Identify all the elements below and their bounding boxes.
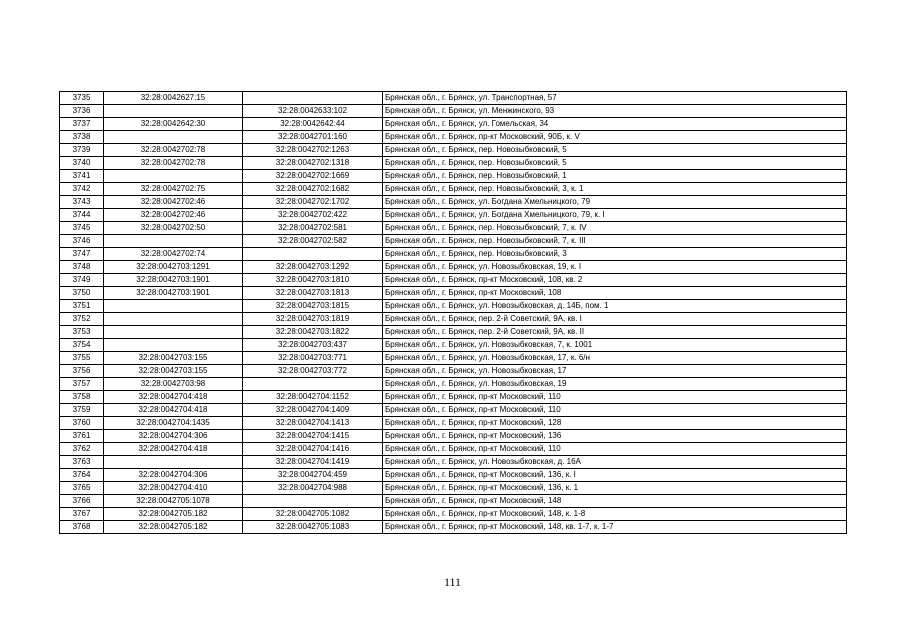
- table-row: [60, 235, 847, 248]
- row-number-cell: 3767: [60, 508, 104, 521]
- row-number-cell: 3768: [60, 521, 104, 534]
- address-cell: Брянская обл., г. Брянск, пр-кт Московский, 128: [383, 417, 847, 430]
- object-cadastral-number-cell: 32:28:0042704:1413: [243, 417, 383, 430]
- row-number-cell: 3760: [60, 417, 104, 430]
- land-cadastral-number-cell: 32:28:0042703:98: [104, 378, 243, 391]
- address-cell: Брянская обл., г. Брянск, пр-кт Московский, 110: [383, 404, 847, 417]
- table-row: [60, 144, 847, 157]
- row-number-cell: 3754: [60, 339, 104, 352]
- row-number-cell: 3736: [60, 105, 104, 118]
- address-cell: Брянская обл., г. Брянск, ул. Новозыбковская, д. 14Б, пом. 1: [383, 300, 847, 313]
- row-number-cell: 3752: [60, 313, 104, 326]
- land-cadastral-number-cell: 32:28:0042702:75: [104, 183, 243, 196]
- land-cadastral-number-cell: 32:28:0042703:1901: [104, 274, 243, 287]
- land-cadastral-number-cell: [104, 326, 243, 339]
- object-cadastral-number-cell: 32:28:0042702:422: [243, 209, 383, 222]
- land-cadastral-number-cell: 32:28:0042704:410: [104, 482, 243, 495]
- land-cadastral-number-cell: 32:28:0042705:182: [104, 508, 243, 521]
- object-cadastral-number-cell: 32:28:0042633:102: [243, 105, 383, 118]
- row-number-cell: 3735: [60, 92, 104, 105]
- object-cadastral-number-cell: 32:28:0042702:581: [243, 222, 383, 235]
- table-row: [60, 443, 847, 456]
- land-cadastral-number-cell: [104, 300, 243, 313]
- object-cadastral-number-cell: 32:28:0042704:1416: [243, 443, 383, 456]
- address-cell: Брянская обл., г. Брянск, ул. Богдана Хмельницкого, 79, к. I: [383, 209, 847, 222]
- land-cadastral-number-cell: 32:28:0042703:1291: [104, 261, 243, 274]
- object-cadastral-number-cell: 32:28:0042702:1318: [243, 157, 383, 170]
- land-cadastral-number-cell: 32:28:0042702:78: [104, 144, 243, 157]
- object-cadastral-number-cell: 32:28:0042703:772: [243, 365, 383, 378]
- object-cadastral-number-cell: 32:28:0042701:160: [243, 131, 383, 144]
- object-cadastral-number-cell: 32:28:0042705:1083: [243, 521, 383, 534]
- row-number-cell: 3749: [60, 274, 104, 287]
- address-cell: Брянская обл., г. Брянск, пр-кт Московский, 148: [383, 495, 847, 508]
- object-cadastral-number-cell: 32:28:0042703:1292: [243, 261, 383, 274]
- row-number-cell: 3741: [60, 170, 104, 183]
- land-cadastral-number-cell: 32:28:0042704:1435: [104, 417, 243, 430]
- address-cell: Брянская обл., г. Брянск, пер. Новозыбковский, 5: [383, 157, 847, 170]
- object-cadastral-number-cell: 32:28:0042704:1419: [243, 456, 383, 469]
- land-cadastral-number-cell: 32:28:0042702:46: [104, 209, 243, 222]
- registry-table-body: [60, 92, 847, 534]
- row-number-cell: 3745: [60, 222, 104, 235]
- land-cadastral-number-cell: 32:28:0042702:46: [104, 196, 243, 209]
- row-number-cell: 3756: [60, 365, 104, 378]
- table-row: [60, 300, 847, 313]
- table-row: [60, 378, 847, 391]
- object-cadastral-number-cell: 32:28:0042703:1822: [243, 326, 383, 339]
- object-cadastral-number-cell: 32:28:0042702:582: [243, 235, 383, 248]
- land-cadastral-number-cell: 32:28:0042702:74: [104, 248, 243, 261]
- object-cadastral-number-cell: 32:28:0042702:1263: [243, 144, 383, 157]
- land-cadastral-number-cell: 32:28:0042704:418: [104, 391, 243, 404]
- address-cell: Брянская обл., г. Брянск, пр-кт Московский, 90Б, к. V: [383, 131, 847, 144]
- table-row: [60, 248, 847, 261]
- row-number-cell: 3737: [60, 118, 104, 131]
- land-cadastral-number-cell: [104, 235, 243, 248]
- object-cadastral-number-cell: 32:28:0042704:459: [243, 469, 383, 482]
- address-cell: Брянская обл., г. Брянск, ул. Новозыбковская, 19: [383, 378, 847, 391]
- table-row: [60, 352, 847, 365]
- table-row: [60, 170, 847, 183]
- address-cell: Брянская обл., г. Брянск, пер. Новозыбковский, 1: [383, 170, 847, 183]
- land-cadastral-number-cell: 32:28:0042702:78: [104, 157, 243, 170]
- table-row: [60, 157, 847, 170]
- object-cadastral-number-cell: 32:28:0042642:44: [243, 118, 383, 131]
- table-row: [60, 274, 847, 287]
- table-row: [60, 469, 847, 482]
- address-cell: Брянская обл., г. Брянск, пер. 2-й Советский, 9А, кв. I: [383, 313, 847, 326]
- table-row: [60, 196, 847, 209]
- object-cadastral-number-cell: 32:28:0042703:1819: [243, 313, 383, 326]
- land-cadastral-number-cell: 32:28:0042642:30: [104, 118, 243, 131]
- land-cadastral-number-cell: [104, 105, 243, 118]
- address-cell: Брянская обл., г. Брянск, пр-кт Московский, 148, кв. 1-7, к. 1-7: [383, 521, 847, 534]
- object-cadastral-number-cell: 32:28:0042703:437: [243, 339, 383, 352]
- address-cell: Брянская обл., г. Брянск, пер. Новозыбковский, 7, к. III: [383, 235, 847, 248]
- land-cadastral-number-cell: 32:28:0042703:155: [104, 352, 243, 365]
- row-number-cell: 3751: [60, 300, 104, 313]
- table-row: [60, 339, 847, 352]
- address-cell: Брянская обл., г. Брянск, пр-кт Московский, 136, к. 1: [383, 482, 847, 495]
- object-cadastral-number-cell: 32:28:0042703:1810: [243, 274, 383, 287]
- table-row: [60, 482, 847, 495]
- table-row: [60, 456, 847, 469]
- address-cell: Брянская обл., г. Брянск, ул. Новозыбковская, 19, к. I: [383, 261, 847, 274]
- table-row: [60, 521, 847, 534]
- row-number-cell: 3744: [60, 209, 104, 222]
- table-row: [60, 365, 847, 378]
- address-cell: Брянская обл., г. Брянск, пер. Новозыбковский, 5: [383, 144, 847, 157]
- row-number-cell: 3766: [60, 495, 104, 508]
- address-cell: Брянская обл., г. Брянск, ул. Новозыбковская, 7, к. 1001: [383, 339, 847, 352]
- land-cadastral-number-cell: 32:28:0042702:50: [104, 222, 243, 235]
- address-cell: Брянская обл., г. Брянск, пр-кт Московский, 108: [383, 287, 847, 300]
- row-number-cell: 3750: [60, 287, 104, 300]
- row-number-cell: 3753: [60, 326, 104, 339]
- land-cadastral-number-cell: 32:28:0042705:1078: [104, 495, 243, 508]
- address-cell: Брянская обл., г. Брянск, ул. Новозыбковская, 17, к. 6/н: [383, 352, 847, 365]
- address-cell: Брянская обл., г. Брянск, ул. Новозыбковская, 17: [383, 365, 847, 378]
- address-cell: Брянская обл., г. Брянск, пер. Новозыбковский, 3: [383, 248, 847, 261]
- address-cell: Брянская обл., г. Брянск, ул. Гомельская, 34: [383, 118, 847, 131]
- land-cadastral-number-cell: 32:28:0042703:1901: [104, 287, 243, 300]
- object-cadastral-number-cell: 32:28:0042702:1682: [243, 183, 383, 196]
- address-cell: Брянская обл., г. Брянск, ул. Менжинского, 93: [383, 105, 847, 118]
- land-cadastral-number-cell: 32:28:0042704:418: [104, 443, 243, 456]
- object-cadastral-number-cell: 32:28:0042703:771: [243, 352, 383, 365]
- row-number-cell: 3738: [60, 131, 104, 144]
- table-row: [60, 391, 847, 404]
- table-row: [60, 313, 847, 326]
- land-cadastral-number-cell: [104, 170, 243, 183]
- row-number-cell: 3757: [60, 378, 104, 391]
- object-cadastral-number-cell: 32:28:0042704:1409: [243, 404, 383, 417]
- address-cell: Брянская обл., г. Брянск, ул. Богдана Хмельницкого, 79: [383, 196, 847, 209]
- land-cadastral-number-cell: [104, 456, 243, 469]
- object-cadastral-number-cell: 32:28:0042702:1669: [243, 170, 383, 183]
- object-cadastral-number-cell: [243, 248, 383, 261]
- row-number-cell: 3748: [60, 261, 104, 274]
- table-row: [60, 261, 847, 274]
- table-row: [60, 183, 847, 196]
- land-cadastral-number-cell: 32:28:0042704:418: [104, 404, 243, 417]
- address-cell: Брянская обл., г. Брянск, ул. Транспортная, 57: [383, 92, 847, 105]
- address-cell: Брянская обл., г. Брянск, пр-кт Московский, 148, к. 1-8: [383, 508, 847, 521]
- object-cadastral-number-cell: 32:28:0042704:1415: [243, 430, 383, 443]
- row-number-cell: 3759: [60, 404, 104, 417]
- object-cadastral-number-cell: [243, 92, 383, 105]
- object-cadastral-number-cell: 32:28:0042704:1152: [243, 391, 383, 404]
- table-row: [60, 222, 847, 235]
- address-cell: Брянская обл., г. Брянск, пр-кт Московский, 108, кв. 2: [383, 274, 847, 287]
- table-row: [60, 508, 847, 521]
- object-cadastral-number-cell: 32:28:0042704:988: [243, 482, 383, 495]
- address-cell: Брянская обл., г. Брянск, пр-кт Московский, 110: [383, 443, 847, 456]
- table-row: [60, 417, 847, 430]
- table-row: [60, 92, 847, 105]
- object-cadastral-number-cell: 32:28:0042705:1082: [243, 508, 383, 521]
- address-cell: Брянская обл., г. Брянск, ул. Новозыбковская, д. 16А: [383, 456, 847, 469]
- row-number-cell: 3758: [60, 391, 104, 404]
- table-row: [60, 209, 847, 222]
- land-cadastral-number-cell: 32:28:0042704:306: [104, 469, 243, 482]
- address-cell: Брянская обл., г. Брянск, пр-кт Московский, 110: [383, 391, 847, 404]
- table-row: [60, 105, 847, 118]
- land-cadastral-number-cell: 32:28:0042627:15: [104, 92, 243, 105]
- object-cadastral-number-cell: 32:28:0042703:1813: [243, 287, 383, 300]
- address-cell: Брянская обл., г. Брянск, пер. Новозыбковский, 7, к. IV: [383, 222, 847, 235]
- address-cell: Брянская обл., г. Брянск, пер. Новозыбковский, 3, к. 1: [383, 183, 847, 196]
- land-cadastral-number-cell: [104, 339, 243, 352]
- land-cadastral-number-cell: 32:28:0042705:182: [104, 521, 243, 534]
- row-number-cell: 3763: [60, 456, 104, 469]
- row-number-cell: 3761: [60, 430, 104, 443]
- row-number-cell: 3755: [60, 352, 104, 365]
- address-cell: Брянская обл., г. Брянск, пер. 2-й Советский, 9А, кв. II: [383, 326, 847, 339]
- registry-table: [59, 91, 847, 534]
- table-row: [60, 430, 847, 443]
- table-row: [60, 131, 847, 144]
- row-number-cell: 3742: [60, 183, 104, 196]
- table-row: [60, 118, 847, 131]
- row-number-cell: 3762: [60, 443, 104, 456]
- address-cell: Брянская обл., г. Брянск, пр-кт Московский, 136: [383, 430, 847, 443]
- row-number-cell: 3746: [60, 235, 104, 248]
- table-row: [60, 326, 847, 339]
- row-number-cell: 3739: [60, 144, 104, 157]
- row-number-cell: 3747: [60, 248, 104, 261]
- object-cadastral-number-cell: [243, 495, 383, 508]
- row-number-cell: 3764: [60, 469, 104, 482]
- row-number-cell: 3740: [60, 157, 104, 170]
- object-cadastral-number-cell: 32:28:0042702:1702: [243, 196, 383, 209]
- address-cell: Брянская обл., г. Брянск, пр-кт Московский, 136, к. I: [383, 469, 847, 482]
- land-cadastral-number-cell: [104, 131, 243, 144]
- object-cadastral-number-cell: 32:28:0042703:1815: [243, 300, 383, 313]
- land-cadastral-number-cell: [104, 313, 243, 326]
- table-row: [60, 404, 847, 417]
- land-cadastral-number-cell: 32:28:0042703:155: [104, 365, 243, 378]
- land-cadastral-number-cell: 32:28:0042704:306: [104, 430, 243, 443]
- table-row: [60, 287, 847, 300]
- object-cadastral-number-cell: [243, 378, 383, 391]
- row-number-cell: 3765: [60, 482, 104, 495]
- row-number-cell: 3743: [60, 196, 104, 209]
- page-number: 111: [443, 575, 462, 589]
- table-row: [60, 495, 847, 508]
